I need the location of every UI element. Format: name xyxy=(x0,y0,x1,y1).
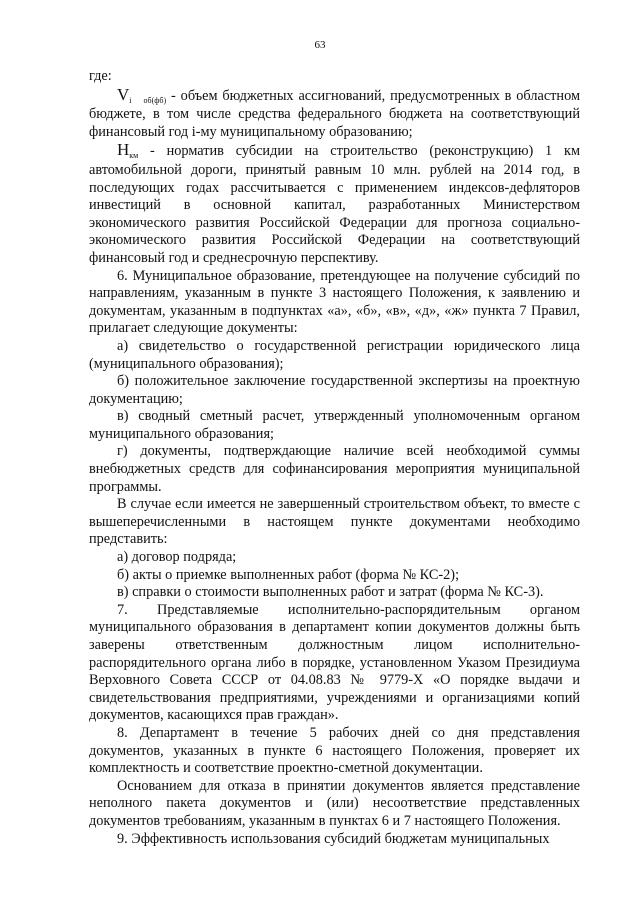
document-body xyxy=(89,68,580,848)
item-6v: в) сводный сметный расчет, утвержденный уполномоченным органом муниципального образования; xyxy=(89,408,580,442)
v-definition-text: - объем бюджетных ассигнований, предусмотренных в областном бюджете, в том числе средства федерального бюджета на соответствующий финансовый год i-му муниципальному образованию; xyxy=(89,87,580,140)
h-definition xyxy=(89,141,580,267)
paragraph-9: 9. Эффективность использования субсидий бюджетам муниципальных xyxy=(117,830,550,847)
h-definition-text: - норматив субсидии на строительство (реконструкцию) 1 км автомобильной дороги, принятый равным 10 млн. рублей на 2014 год, в последующих годах рассчитывается с применением индексов-дефляторов инвестиций в основной капитал, разработанных Министерством экономического развития Российской Федерации для прогноза социально-экономического развития Российской Федерации на соответствующий финансовый год и среднесрочную перспективу. xyxy=(89,143,580,266)
where-label: где: xyxy=(89,68,112,84)
item-6b: б) положительное заключение государственной экспертизы на проектную документацию; xyxy=(89,373,580,407)
item-ks3: в) справки о стоимости выполненных работ и затрат (форма № КС-3). xyxy=(117,584,544,601)
item-6a: а) свидетельство о государственной регистрации юридического лица (муниципального образования); xyxy=(89,337,580,372)
v-subscript-fb: об(фб) xyxy=(143,95,167,105)
paragraph-6: 6. Муниципальное образование, претендующее на получение субсидий по направлениям, указанным в пункте 3 настоящего Положения, к заявлению и документам, указанным в подпунктах «а», «б», «в», «д», «ж» пункта 7 Правил, прилагает следующие документы: xyxy=(89,267,580,337)
item-6g: г) документы, подтверждающие наличие всей необходимой суммы внебюджетных средств для софинансирования мероприятия муниципальной программы. xyxy=(89,443,580,495)
unfinished-object-paragraph: В случае если имеется не завершенный строительством объект, то вместе с вышеперечисленными в настоящем пункте документами необходимо представить: xyxy=(89,496,580,548)
paragraph-8: 8. Департамент в течение 5 рабочих дней со дня представления документов, указанных в пункте 6 настоящего Положения, проверяет их комплектность и соответствие проектно-сметной документации. xyxy=(89,724,580,777)
h-subscript: км xyxy=(129,151,139,161)
item-contract: а) договор подряда; xyxy=(117,549,237,566)
item-ks2: б) акты о приемке выполненных работ (форма № КС-2); xyxy=(117,566,460,583)
v-subscript-i: i xyxy=(129,95,132,105)
page-number: 63 xyxy=(314,39,326,51)
v-definition xyxy=(89,86,580,142)
h-symbol: Н xyxy=(117,140,130,160)
refusal-paragraph: Основанием для отказа в принятии документов является представление неполного пакета документов и (или) несоответствие представленных документов требованиям, указанным в пунктах 6 и 7 настоящего Положения. xyxy=(89,777,580,829)
paragraph-7: 7. Представляемые исполнительно-распорядительным органом муниципального образования в департамент копии документов должны быть заверены ответственным должностным лицом исполнительно-распорядительного органа либо в порядке, установленном Указом Президиума Верховного Совета СССР от 04.08.83 № 9779-X «О порядке выдачи и свидетельствования предприятиями, учреждениями и организациями копий документов, касающихся прав граждан». xyxy=(89,601,580,724)
v-symbol: V xyxy=(117,84,130,104)
